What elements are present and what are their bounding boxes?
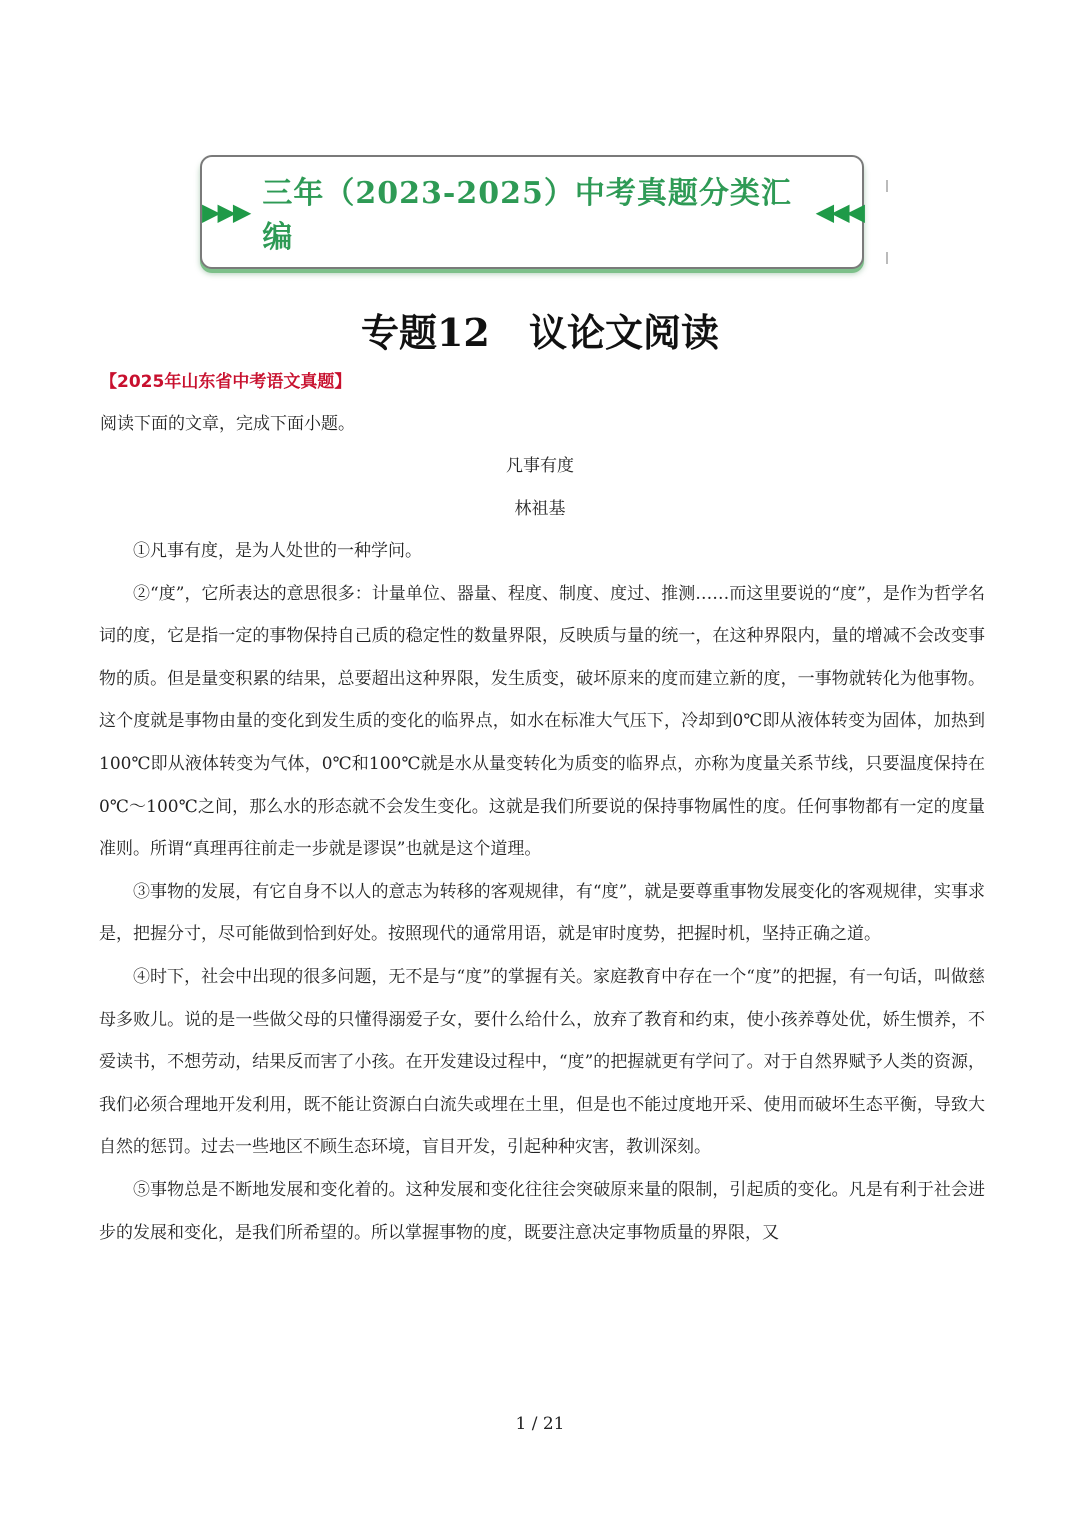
instruction-text: 阅读下面的文章，完成下面小题。 <box>100 414 355 434</box>
left-arrows-icon: ◀◀◀ <box>815 198 862 226</box>
right-arrows-icon: ▶▶▶ <box>202 198 249 226</box>
banner-edge-mark <box>886 252 888 264</box>
exam-source-tag: 【2025年山东省中考语文真题】 <box>100 372 352 392</box>
article-body <box>99 530 985 1254</box>
paragraph-1: ①凡事有度，是为人处世的一种学问。 <box>133 541 422 561</box>
banner-title: 三年（2023-2025）中考真题分类汇编 <box>262 176 792 255</box>
paragraph-5: ⑤事物总是不断地发展和变化着的。这种发展和变化往往会突破原来量的限制，引起质的变化。凡是有利于社会进步的发展和变化，是我们所希望的。所以掌握事物的度，既要注意决定事物质量的界限，又 <box>99 1179 985 1243</box>
paragraph-3: ③事物的发展，有它自身不以人的意志为转移的客观规律，有“度”，就是要尊重事物发展变化的客观规律，实事求是，把握分寸，尽可能做到恰到好处。按照现代的通常用语，就是审时度势，把握时机，坚持正确之道。 <box>99 881 985 945</box>
article-author: 林祖基 <box>514 499 566 519</box>
page-title: 专题12 议论文阅读 <box>360 310 720 355</box>
paragraph-2: ②“度”，它所表达的意思很多：计量单位、器量、程度、制度、度过、推测……而这里要说的“度”，是作为哲学名词的度，它是指一定的事物保持自己质的稳定性的数量界限，反映质与量的统一，在这种界限内，量的增减不会改变事物的质。但是量变积累的结果，总要超出这种界限，发生质变，破坏原来的度而建立新的度，一事物就转化为他事物。这个度就是事物由量的变化到发生质的变化的临界点，如水在标准大气压下，冷却到0℃即从液体转变为固体，加热到100℃即从液体转变为气体，0℃和100℃就是水从量变转化为质变的临界点，亦称为度量关系节线，只要温度保持在0℃～100℃之间，那么水的形态就不会发生变化。这就是我们所要说的保持事物属性的度。任何事物都有一定的度量准则。所谓“真理再往前走一步就是谬误”也就是这个道理。 <box>99 583 985 860</box>
article-title: 凡事有度 <box>506 456 574 476</box>
banner-edge-mark <box>886 180 888 192</box>
paragraph-4: ④时下，社会中出现的很多问题，无不是与“度”的掌握有关。家庭教育中存在一个“度”的把握，有一句话，叫做慈母多败儿。说的是一些做父母的只懂得溺爱子女，要什么给什么，放弃了教育和约束，使小孩养尊处优，娇生惯养，不爱读书，不想劳动，结果反而害了小孩。在开发建设过程中，“度”的把握就更有学问了。对于自然界赋予人类的资源，我们必须合理地开发利用，既不能让资源白白流失或埋在土里，但是也不能过度地开采、使用而破坏生态平衡，导致大自然的惩罚。过去一些地区不顾生态环境，盲目开发，引起种种灾害，教训深刻。 <box>99 966 985 1158</box>
collection-banner <box>200 155 864 269</box>
page-number: 1 / 21 <box>515 1414 565 1434</box>
